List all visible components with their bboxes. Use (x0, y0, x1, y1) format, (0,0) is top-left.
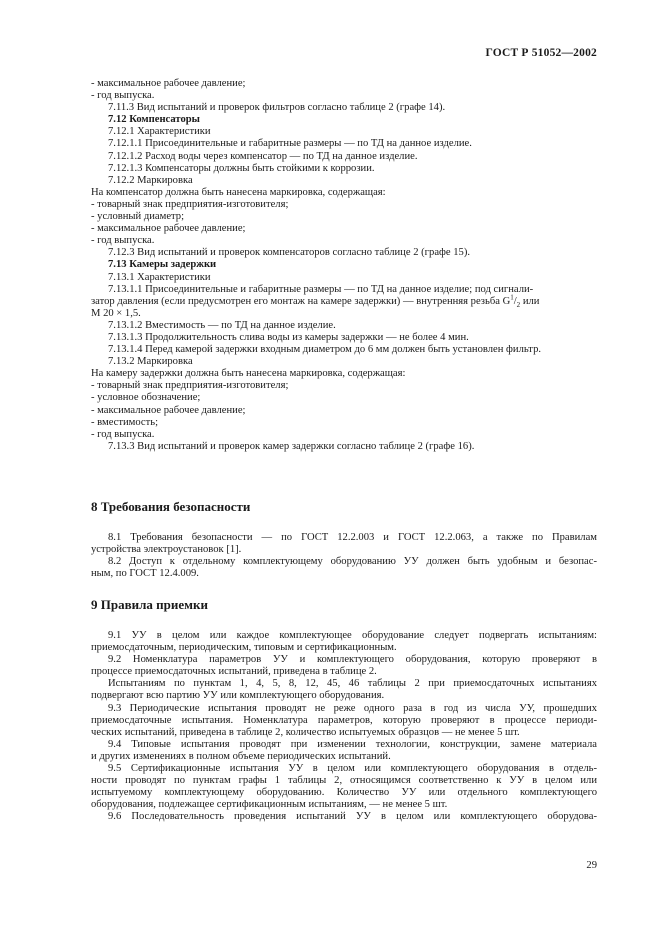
text-line: 7.12.1.2 Расход воды через компенсатор — по ТД на данное изделие. (108, 150, 418, 162)
text-line: 7.12.1.3 Компенсаторы должны быть стойкими к коррозии. (108, 162, 375, 174)
text-line: На компенсатор должна быть нанесена маркировка, содержащая: (91, 186, 386, 198)
text-line: 9.2 Номенклатура параметров УУ и комплектующего оборудования, которую проверяют в (108, 654, 597, 666)
text-line: 7.11.3 Вид испытаний и проверок фильтров согласно таблице 2 (графе 14). (108, 102, 446, 114)
fraction-numerator: 1 (510, 293, 514, 302)
text-line: Испытаниям по пунктам 1, 4, 5, 8, 12, 45, 46 таблицы 2 при приемосдаточных испытаниях (108, 678, 597, 690)
text-line: - максимальное рабочее давление; (91, 404, 246, 416)
text-line: ческих испытаний, приведена в таблице 2, количество испытуемых образцов — не менее 5 шт. (91, 726, 520, 738)
text-line: 7.12.2 Маркировка (108, 174, 193, 186)
text-line: - условный диаметр; (91, 211, 185, 223)
section-7-content (91, 78, 597, 453)
text-line: и других изменениях в полном объеме периодических испытаний. (91, 750, 391, 762)
text-line: 7.13.1 Характеристики (108, 271, 211, 283)
text-fragment: затор давления (если предусмотрен его монтаж на камере задержки) — внутренняя резьба G (91, 295, 511, 307)
text-line: - условное обозначение; (91, 392, 201, 404)
text-line: 7.13.1.2 Вместимость — по ТД на данное изделие. (108, 319, 336, 331)
text-line: 7.12.1 Характеристики (108, 126, 211, 138)
text-line: 8.1 Требования безопасности — по ГОСТ 12.2.003 и ГОСТ 12.2.063, а также по Правилам (108, 532, 597, 543)
text-line: 9.1 УУ в целом или каждое комплектующее оборудование следует подвергать испытаниям: (108, 630, 597, 641)
text-line: ности проводят по пунктам графы 1 таблицы 2, относящимся соответственно к УУ в целом или (91, 775, 597, 787)
text-line: - товарный знак предприятия-изготовителя; (91, 198, 289, 210)
text-line: процессе приемосдаточных испытаний, приведена в таблице 2. (91, 666, 377, 678)
section-9-content (91, 630, 597, 824)
text-line: - товарный знак предприятия-изготовителя; (91, 380, 289, 392)
text-line: - год выпуска. (91, 90, 155, 102)
text-line: приемосдаточным, периодическим, типовым и сертификационным. (91, 642, 397, 654)
text-line: оборудования, подлежащее сертификационным испытаниям, — не менее 5 шт. (91, 799, 448, 811)
text-line: - максимальное рабочее давление; (91, 78, 246, 89)
text-line: 7.13.1.1 Присоединительные и габаритные размеры — по ТД на данное изделие; под сигнали- (108, 283, 534, 295)
text-line: 9.6 Последовательность проведения испытаний УУ в целом или комплектующего оборудова- (108, 811, 597, 823)
text-line-thread: затор давления (если предусмотрен его монтаж на камере задержки) — внутренняя резьба $G^1/_2$ или (91, 293, 540, 309)
text-line: 8.2 Доступ к отдельному комплектующему оборудованию УУ должен быть удобным и безопас- (108, 556, 597, 568)
text-line: На камеру задержки должна быть нанесена маркировка, содержащая: (91, 368, 406, 380)
text-line: ным, по ГОСТ 12.4.009. (91, 568, 199, 580)
text-line: устройства электроустановок [1]. (91, 544, 242, 556)
section-8-content (91, 532, 597, 580)
text-line: испытуемому комплектующему оборудованию. Количество УУ или отдельного комплектующего (91, 787, 597, 799)
text-line: - год выпуска. (91, 428, 155, 440)
section-8-heading: 8 Требования безопасности (91, 499, 251, 514)
text-line: - год выпуска. (91, 235, 155, 247)
text-line: 7.13.2 Маркировка (108, 356, 193, 368)
text-line: - максимальное рабочее давление; (91, 223, 246, 235)
page-number: 29 (586, 860, 597, 871)
fraction-denominator: 2 (516, 300, 521, 309)
subsection-title: 7.13 Камеры задержки (108, 259, 217, 271)
text-fragment: или (520, 295, 540, 307)
text-line: 7.13.3 Вид испытаний и проверок камер задержки согласно таблице 2 (графе 16). (108, 440, 475, 452)
text-line: 7.12.1.1 Присоединительные и габаритные размеры — по ТД на данное изделие. (108, 138, 472, 150)
text-line: - вместимость; (91, 416, 159, 428)
section-9-heading: 9 Правила приемки (91, 597, 208, 612)
subsection-title: 7.12 Компенсаторы (108, 114, 200, 126)
text-line: 9.5 Сертификационные испытания УУ в целом или комплектующего оборудования в отдель- (108, 763, 597, 775)
page-header-standard: ГОСТ Р 51052—2002 (485, 47, 597, 59)
text-line: M 20 × 1,5. (91, 307, 141, 319)
text-line: приемосдаточные испытания. Номенклатура параметров, которую проверяют в процессе периоди- (91, 714, 597, 726)
text-line: 9.4 Типовые испытания проводят при изменении технологии, конструкции, замене материала (108, 738, 597, 750)
text-line: 7.13.1.4 Перед камерой задержки входным диаметром до 6 мм должен быть установлен фильтр. (108, 344, 542, 356)
text-line: 7.12.3 Вид испытаний и проверок компенсаторов согласно таблице 2 (графе 15). (108, 247, 471, 259)
text-line: 9.3 Периодические испытания проводят не реже одного раза в год из числа УУ, прошедших (108, 702, 597, 714)
text-line: подвергают всю партию УУ или комплектующего оборудования. (91, 690, 385, 702)
text-line: 7.13.1.3 Продолжительность слива воды из камеры задержки — не более 4 мин. (108, 331, 469, 343)
